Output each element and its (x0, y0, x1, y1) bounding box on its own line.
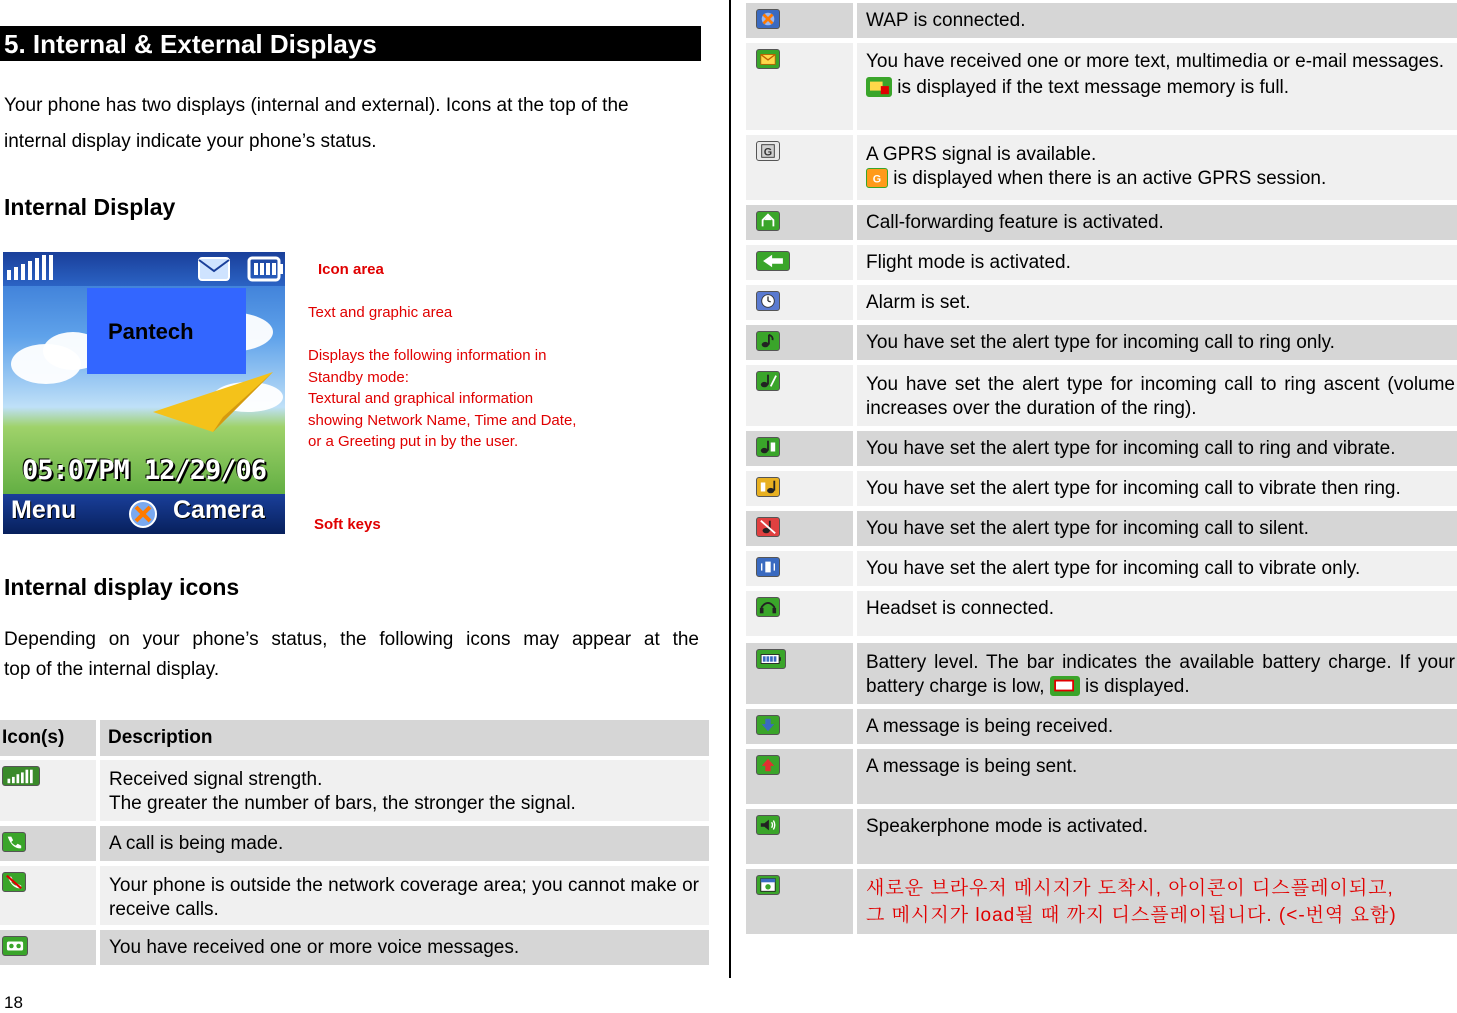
icon-cell (746, 551, 853, 587)
icon-cell (0, 760, 96, 822)
message-sending-icon (756, 755, 780, 775)
phone-envelope-icon (199, 258, 229, 280)
call-forwarding-icon (756, 211, 780, 231)
svg-text:G: G (872, 173, 882, 186)
callout-description: Displays the following information in Standby mode: Textural and graphical information showing Network Name, Time and Date, or a Greeting put in by the user. (308, 347, 577, 451)
callout-icon-area: Icon area (318, 261, 384, 278)
icon-cell (746, 749, 853, 805)
svg-text:G: G (763, 146, 773, 159)
ring-and-vibrate-icon (756, 437, 780, 457)
table-row: Battery level. The bar indicates the available battery charge. If your battery charge is low, is displayed. (857, 643, 1457, 705)
table-row: Alarm is set. (857, 285, 1457, 321)
gprs-icon (756, 141, 780, 161)
phone-status-bar (3, 252, 285, 286)
icons-section-heading: Internal display icons (4, 574, 240, 600)
table-row: Flight mode is activated. (857, 245, 1457, 281)
page-number: 18 (4, 993, 23, 1012)
table-row: Headset is connected. (857, 591, 1457, 637)
speakerphone-icon (756, 815, 780, 835)
table-row: You have received one or more text, multimedia or e-mail messages. is displayed if the text message memory is full. (857, 43, 1457, 131)
icon-cell (746, 245, 853, 281)
callout-text-area: Text and graphic area (308, 304, 453, 321)
icon-cell (746, 3, 853, 39)
call-being-made-icon (2, 832, 26, 852)
vibrate-then-ring-icon (756, 477, 780, 497)
table-row: WAP is connected. (857, 3, 1457, 39)
icon-cell (746, 709, 853, 745)
table-row: You have set the alert type for incoming call to vibrate only. (857, 551, 1457, 587)
gprs-active-icon (866, 168, 888, 188)
section-title: 5. Internal & External Displays (0, 26, 701, 61)
phone-soft-keys (3, 494, 285, 534)
ring-ascent-icon (756, 371, 780, 391)
table-row: You have set the alert type for incoming call to vibrate then ring. (857, 471, 1457, 507)
phone-time-date: 05:07PM 12/29/06 (21, 455, 267, 486)
message-full-icon (866, 77, 892, 97)
voicemail-icon (2, 936, 28, 956)
phone-battery-icon (249, 258, 283, 280)
table-row: Received signal strength. The greater the number of bars, the stronger the signal. (100, 760, 709, 822)
icon-cell (746, 643, 853, 705)
table-row: You have set the alert type for incoming call to ring only. (857, 325, 1457, 361)
phone-signal-icon (7, 255, 53, 280)
col-desc-header: Description (100, 720, 709, 756)
no-service-icon (2, 872, 26, 892)
icon-cell (746, 285, 853, 321)
icon-cell (746, 43, 853, 131)
icon-cell (746, 809, 853, 865)
battery-low-icon (1050, 676, 1080, 696)
icon-cell (746, 365, 853, 427)
table-row: Call-forwarding feature is activated. (857, 205, 1457, 241)
soft-key-menu: Menu (11, 496, 77, 524)
table-row: You have set the alert type for incoming call to ring ascent (volume increases over the duration of the ring). (857, 365, 1457, 427)
message-envelope-icon (756, 49, 780, 69)
vibrate-only-icon (756, 557, 780, 577)
table-row: 새로운 브라우저 메시지가 도착시, 아이콘이 디스플레이되고, 그 메시지가 load될 때 까지 디스플레이됩니다. (<-번역 요함) (857, 869, 1457, 935)
flight-mode-icon (756, 251, 790, 271)
browser-message-icon (756, 875, 780, 895)
signal-strength-icon (2, 766, 40, 786)
table-row: You have received one or more voice messages. (100, 930, 709, 966)
col-icon-header: Icon(s) (0, 720, 96, 756)
icon-cell (746, 471, 853, 507)
icon-cell (746, 325, 853, 361)
battery-icon (756, 649, 786, 669)
message-receiving-icon (756, 715, 780, 735)
icon-cell (746, 869, 853, 935)
callout-soft-keys: Soft keys (314, 516, 381, 533)
silent-icon (756, 517, 780, 537)
icon-cell (0, 930, 96, 966)
status-icons (3, 252, 285, 286)
alarm-icon (756, 291, 780, 311)
soft-key-camera: Camera (173, 496, 265, 524)
icon-cell (746, 591, 853, 637)
table-row: Your phone is outside the network coverage area; you cannot make or receive calls. (100, 866, 709, 926)
table-row: A GPRS signal is available. G is displayed when there is an active GPRS session. (857, 135, 1457, 201)
icon-cell (0, 866, 96, 926)
intro-line-1: Your phone has two displays (internal and external). Icons at the top of the (4, 95, 629, 116)
table-row: A message is being sent. (857, 749, 1457, 805)
icon-cell (746, 205, 853, 241)
table-row: Speakerphone mode is activated. (857, 809, 1457, 865)
pantech-label: Pantech (87, 288, 246, 374)
intro-line-2: internal display indicate your phone’s status. (4, 131, 377, 152)
center-key-icon (125, 498, 161, 530)
internal-display-heading: Internal Display (4, 194, 176, 220)
ring-only-icon (756, 331, 780, 351)
table-row: You have set the alert type for incoming call to silent. (857, 511, 1457, 547)
icon-cell (746, 135, 853, 201)
headset-icon (756, 597, 780, 617)
icon-cell (746, 431, 853, 467)
table-row: You have set the alert type for incoming call to ring and vibrate. (857, 431, 1457, 467)
icons-intro-line-1: Depending on your phone’s status, the following icons may appear at the (4, 629, 699, 650)
table-row: A call is being made. (100, 826, 709, 862)
icon-cell (746, 511, 853, 547)
column-divider (729, 0, 731, 978)
table-row: A message is being received. (857, 709, 1457, 745)
wap-connected-icon (756, 9, 780, 29)
icons-intro-line-2: top of the internal display. (4, 659, 220, 680)
icon-cell (0, 826, 96, 862)
